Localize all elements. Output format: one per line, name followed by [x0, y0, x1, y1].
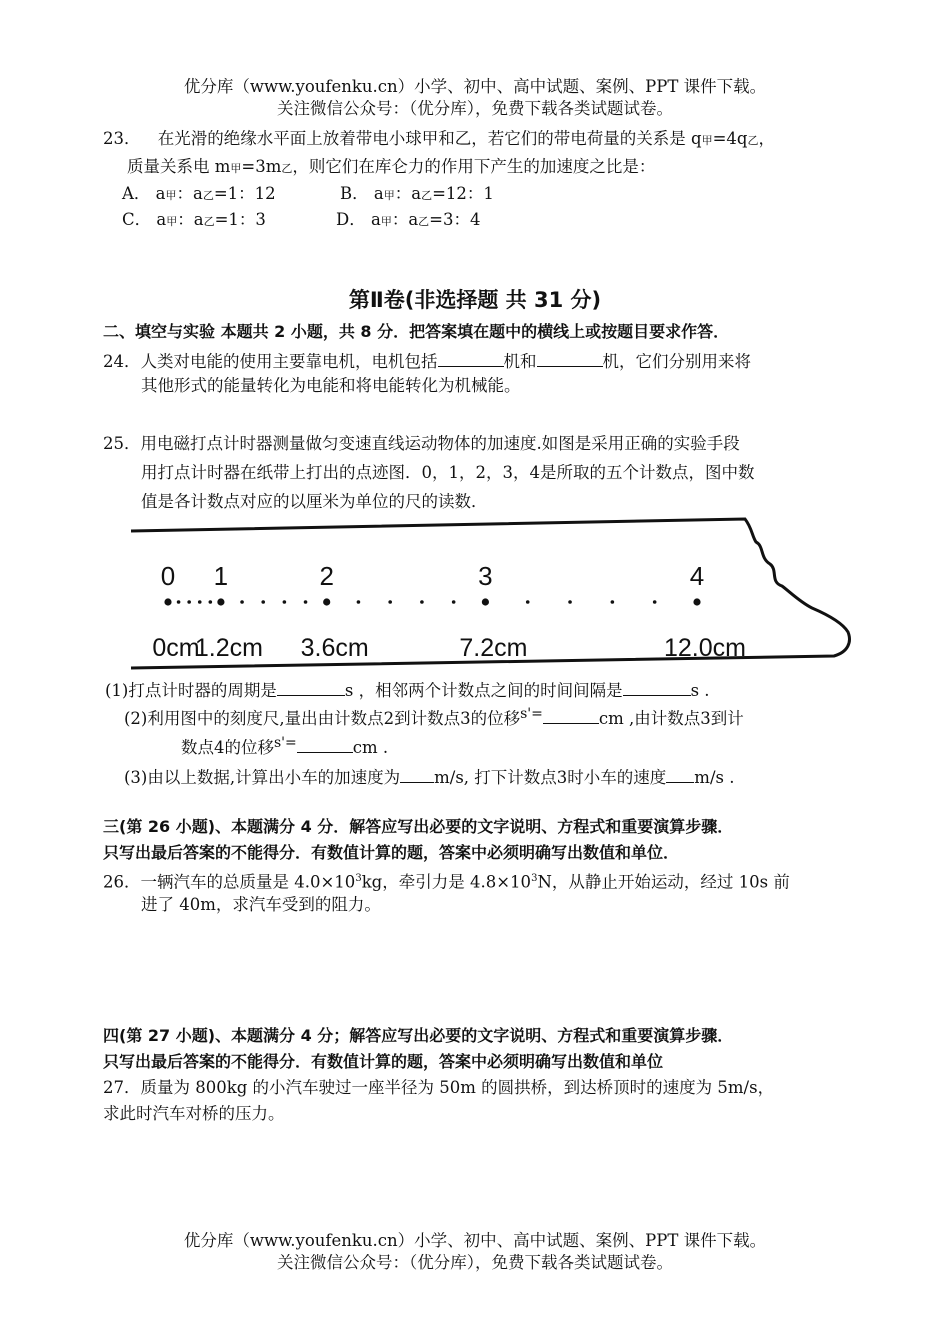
q26-line-1: 26．一辆汽车的总质量是 $4.0\times 10^3kg$，牵引力是 $4.8\times 10^3N$，从静止开始运动，经过 10s 前 [103, 872, 790, 892]
tape-minor-dot [240, 600, 244, 604]
tape-minor-dot [388, 600, 392, 604]
counting-point-label-2: 2 [319, 561, 334, 591]
reading-label-3: 7.2cm [459, 634, 528, 662]
section3-line-1: 三(第 26 小题)、本题满分 4 分．解答应写出必要的文字说明、方程式和重要演算步骤． [103, 817, 734, 836]
q23-number: 23． [103, 129, 141, 148]
tape-labels [152, 561, 746, 662]
tape-minor-dot [526, 600, 530, 604]
period-blank[interactable] [277, 678, 345, 696]
counting-point-0 [164, 598, 171, 605]
reading-label-0: 0cm [152, 634, 200, 662]
section3-line-2: 只写出最后答案的不能得分．有数值计算的题，答案中必须明确写出数值和单位． [103, 843, 680, 862]
tape-minor-dot [209, 600, 213, 604]
q24-line-1: 24．人类对电能的使用主要靠电机，电机包括 机和 机，它们分别用来将 [103, 349, 751, 373]
q25-sub-3: (3)由以上数据,计算出小车的加速度为 m/s, 打下计数点3时小车的速度 m/s . [124, 765, 734, 789]
tape-minor-dot [420, 600, 424, 604]
q25-sub-1: (1)打点计时器的周期是 s ，相邻两个计数点之间的时间间隔是 s . [105, 678, 710, 702]
interval-blank[interactable] [623, 678, 691, 696]
tape-dots [164, 598, 700, 605]
q25-line-2: 用打点计时器在纸带上打出的点迹图．0，1，2，3，4是所取的五个计数点，图中数 [141, 463, 755, 482]
q25-line-3: 值是各计数点对应的以厘米为单位的尺的读数． [141, 492, 488, 511]
counting-point-label-1: 1 [213, 561, 229, 591]
tape-minor-dot [261, 600, 265, 604]
tape-minor-dot [187, 600, 191, 604]
q24-line-2: 其他形式的能量转化为电能和将电能转化为机械能。 [141, 376, 521, 395]
tape-minor-dot [452, 600, 456, 604]
footer-line-1: 优分库（www.youfenku.cn）小学、初中、高中试题、案例、PPT 课件下载。 [183, 1231, 767, 1250]
tape-minor-dot [304, 600, 308, 604]
tape-minor-dot [568, 600, 572, 604]
counting-point-label-0: 0 [160, 561, 176, 591]
reading-label-2: 3.6cm [300, 634, 369, 662]
displacement-3-4-blank[interactable] [297, 735, 353, 753]
counting-point-label-4: 4 [689, 561, 705, 591]
header-line-1: 优分库（www.youfenku.cn）小学、初中、高中试题、案例、PPT 课件下载。 [183, 77, 767, 96]
q23-option-c: C． a甲：a乙=1：3 [122, 210, 266, 229]
section2-heading: 二、填空与实验 本题共 2 小题，共 8 分．把答案填在题中的横线上或按题目要求作答． [103, 322, 730, 341]
q26-line-2: 进了 40m，求汽车受到的阻力。 [141, 895, 381, 914]
velocity-blank[interactable] [666, 765, 694, 783]
counting-point-2 [323, 598, 330, 605]
q23-option-a: A． a甲：a乙=1：12 [122, 184, 276, 203]
reading-label-1: 1.2cm [194, 634, 263, 662]
counting-point-4 [693, 598, 700, 605]
header-line-2: 关注微信公众号：（优分库），免费下载各类试题试卷。 [277, 99, 673, 118]
q25-line-1: 25．用电磁打点计时器测量做匀变速直线运动物体的加速度.如图是采用正确的实验手段 [103, 434, 740, 453]
ticker-tape-figure [0, 510, 950, 675]
counting-point-1 [217, 598, 224, 605]
q24-blank-1[interactable] [438, 349, 504, 367]
counting-point-label-3: 3 [478, 561, 493, 591]
tape-minor-dot [653, 600, 657, 604]
footer-line-2: 关注微信公众号：（优分库），免费下载各类试题试卷。 [277, 1253, 673, 1272]
q23-option-d: D． a甲：a乙=3：4 [336, 210, 481, 229]
displacement-2-3-blank[interactable] [543, 706, 599, 724]
q27-line-2: 求此时汽车对桥的压力。 [103, 1104, 285, 1123]
q23-line-1: 23． 在光滑的绝缘水平面上放着带电小球甲和乙，若它们的带电荷量的关系是 q甲=4q乙， [103, 129, 775, 148]
tape-minor-dot [177, 600, 181, 604]
q24-blank-2[interactable] [537, 349, 603, 367]
part2-title: 第Ⅱ卷(非选择题 共 31 分) [348, 288, 602, 312]
q27-line-1: 27．质量为 800kg 的小汽车驶过一座半径为 50m 的圆拱桥，到达桥顶时的速度为 5m/s， [103, 1078, 775, 1097]
tape-minor-dot [611, 600, 615, 604]
section4-line-1: 四(第 27 小题)、本题满分 4 分；解答应写出必要的文字说明、方程式和重要演算步骤． [103, 1026, 734, 1045]
q25-sub-2b: 数点4的位移$^{s'=}$ cm . [181, 735, 389, 757]
q23-line-2: 质量关系电 m甲=3m乙，则它们在库仑力的作用下产生的加速度之比是： [127, 157, 656, 176]
reading-label-4: 12.0cm [664, 634, 746, 662]
counting-point-3 [482, 598, 489, 605]
tape-minor-dot [198, 600, 202, 604]
q25-sub-2: (2)利用图中的刻度尺,量出由计数点2到计数点3的位移$^{s'=}$ cm ,由计数点3到计 [124, 706, 744, 728]
tape-minor-dot [283, 600, 287, 604]
tape-minor-dot [357, 600, 361, 604]
q23-option-b: B． a甲：a乙=12：1 [340, 184, 494, 203]
acceleration-blank[interactable] [400, 765, 434, 783]
section4-line-2: 只写出最后答案的不能得分．有数值计算的题，答案中必须明确写出数值和单位 [103, 1052, 664, 1071]
